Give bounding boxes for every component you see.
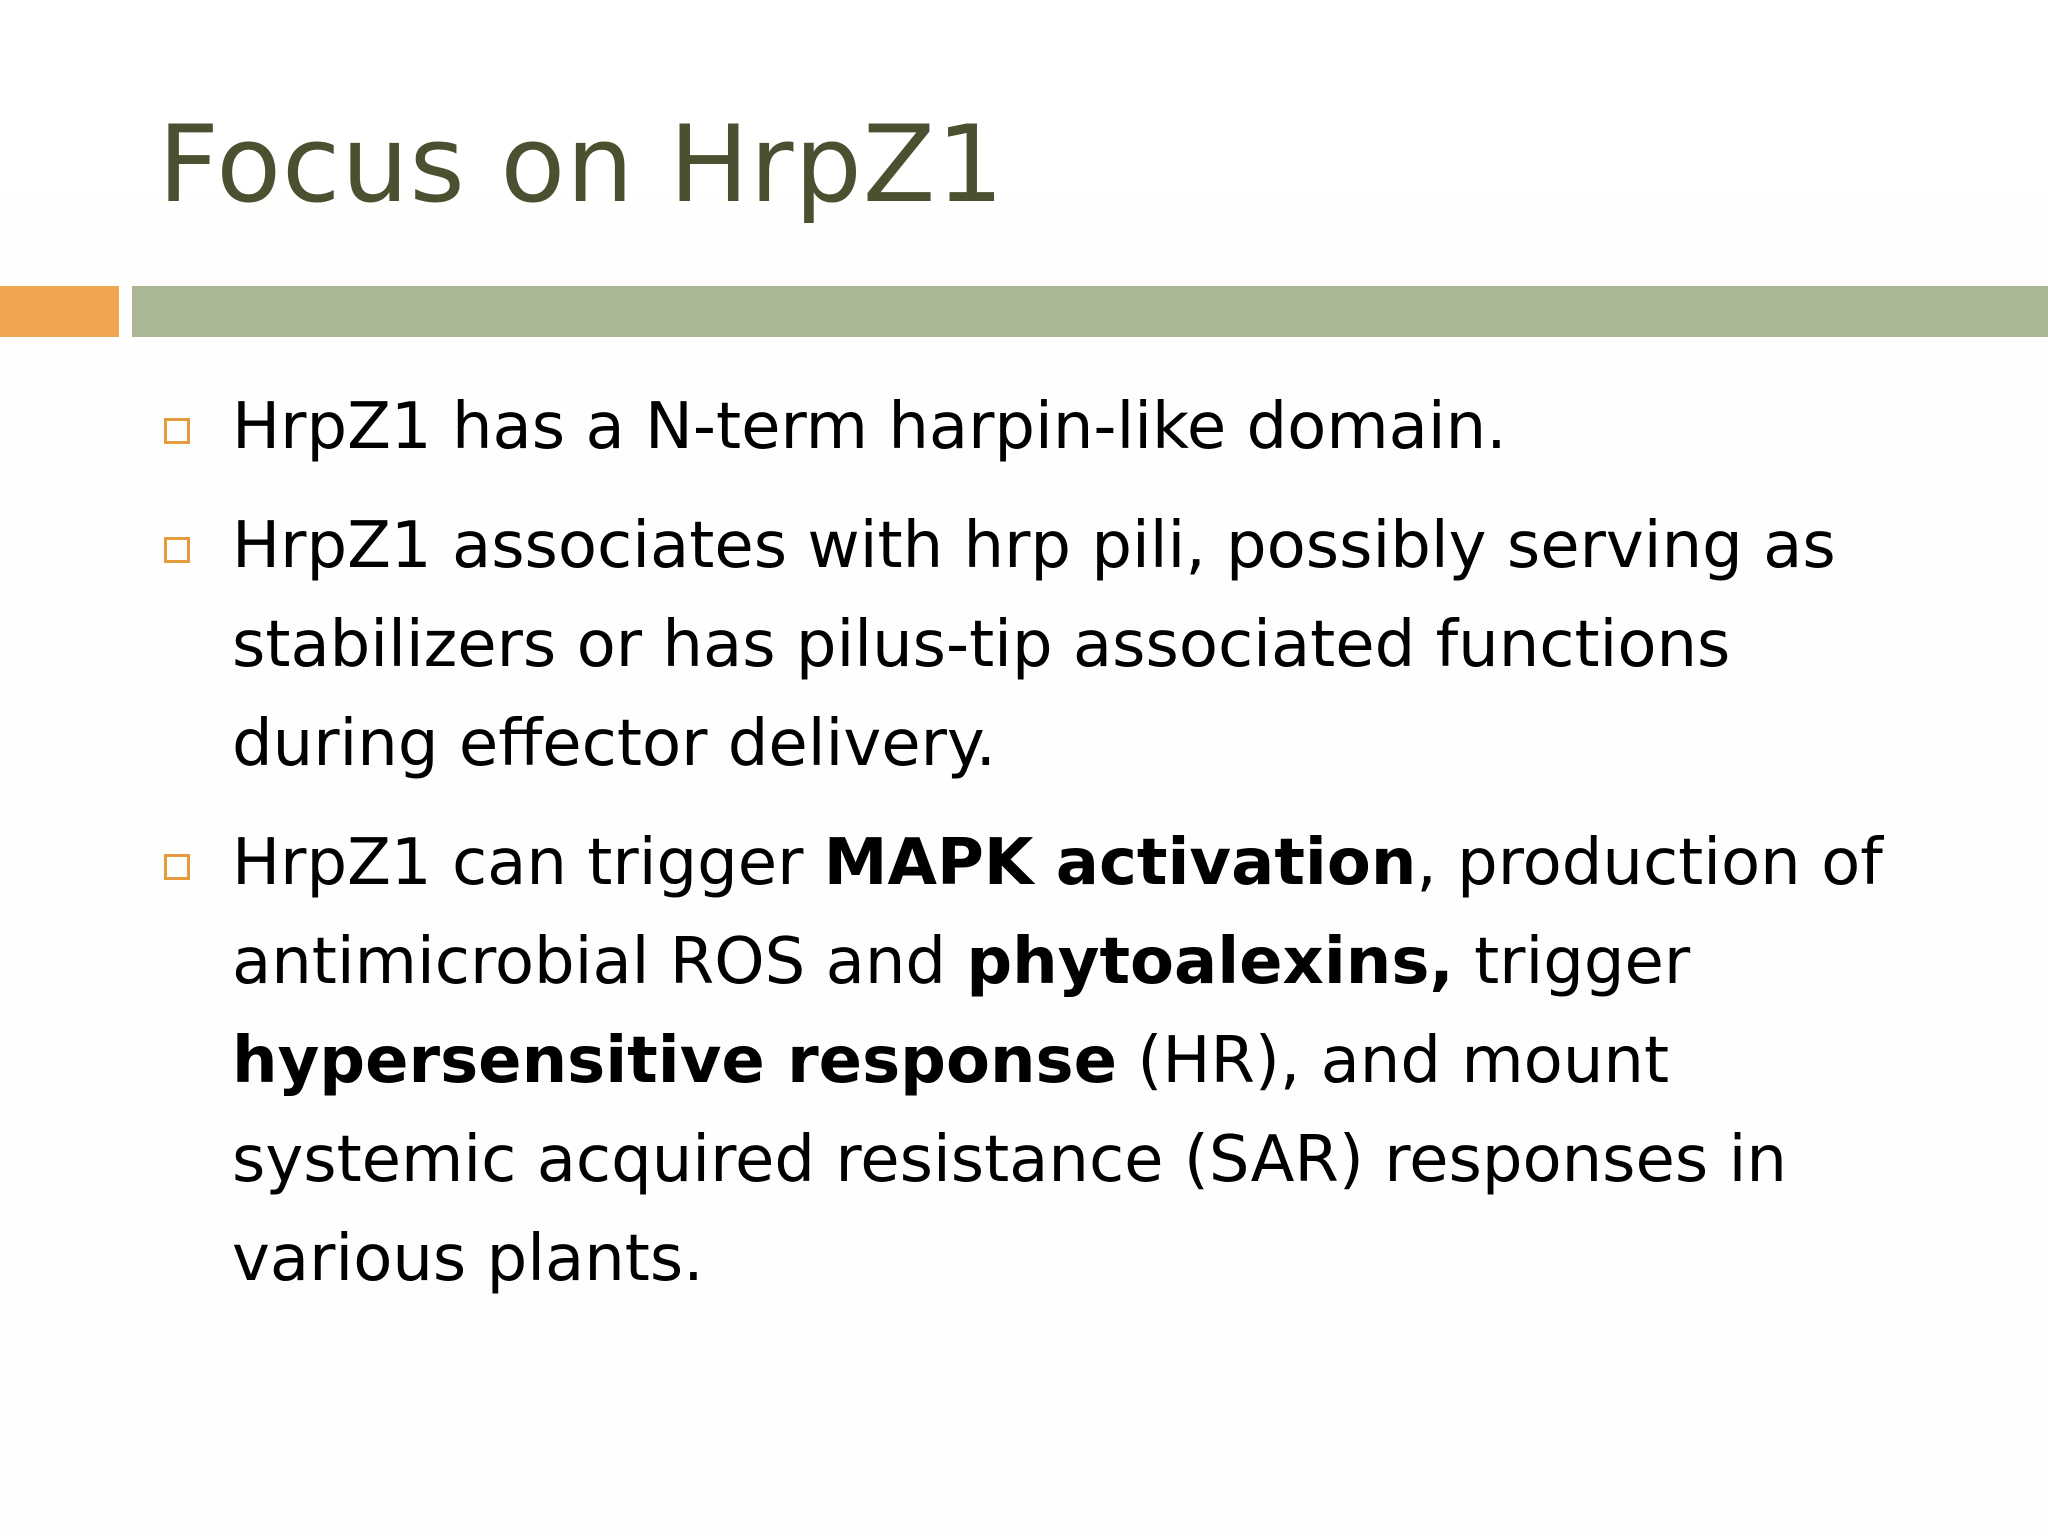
bullet-list xyxy=(158,378,1918,1329)
bold-term-hypersensitive-response: hypersensitive response xyxy=(232,1024,1117,1098)
title-accent-bar-orange xyxy=(0,286,119,337)
bullet-text-segment: (HR), and mount systemic acquired resistance (SAR) responses in various plants. xyxy=(232,1024,1787,1296)
bullet-text-segment: trigger xyxy=(1453,925,1691,999)
square-bullet-icon xyxy=(164,418,190,444)
bullet-text-segment: HrpZ1 can trigger xyxy=(232,826,824,900)
bullet-item-harpin-domain xyxy=(158,378,1918,477)
bullet-item-immune-responses xyxy=(158,814,1918,1309)
bullet-item-hrp-pili xyxy=(158,497,1918,794)
title-accent-bar-green xyxy=(132,286,2048,337)
bullet-text: HrpZ1 has a N-term harpin-like domain. xyxy=(232,390,1507,464)
square-bullet-icon xyxy=(164,854,190,880)
square-bullet-icon xyxy=(164,537,190,563)
bullet-text: HrpZ1 associates with hrp pili, possibly serving as stabilizers or has pilus-tip associated functions during effector delivery. xyxy=(232,509,1836,781)
bold-term-phytoalexins: phytoalexins, xyxy=(966,925,1454,999)
bold-term-mapk-activation: MAPK activation xyxy=(823,826,1417,900)
bullet-text-segment: , production of antimicrobial ROS and xyxy=(232,826,1883,999)
slide-title: Focus on HrpZ1 xyxy=(158,103,1005,226)
